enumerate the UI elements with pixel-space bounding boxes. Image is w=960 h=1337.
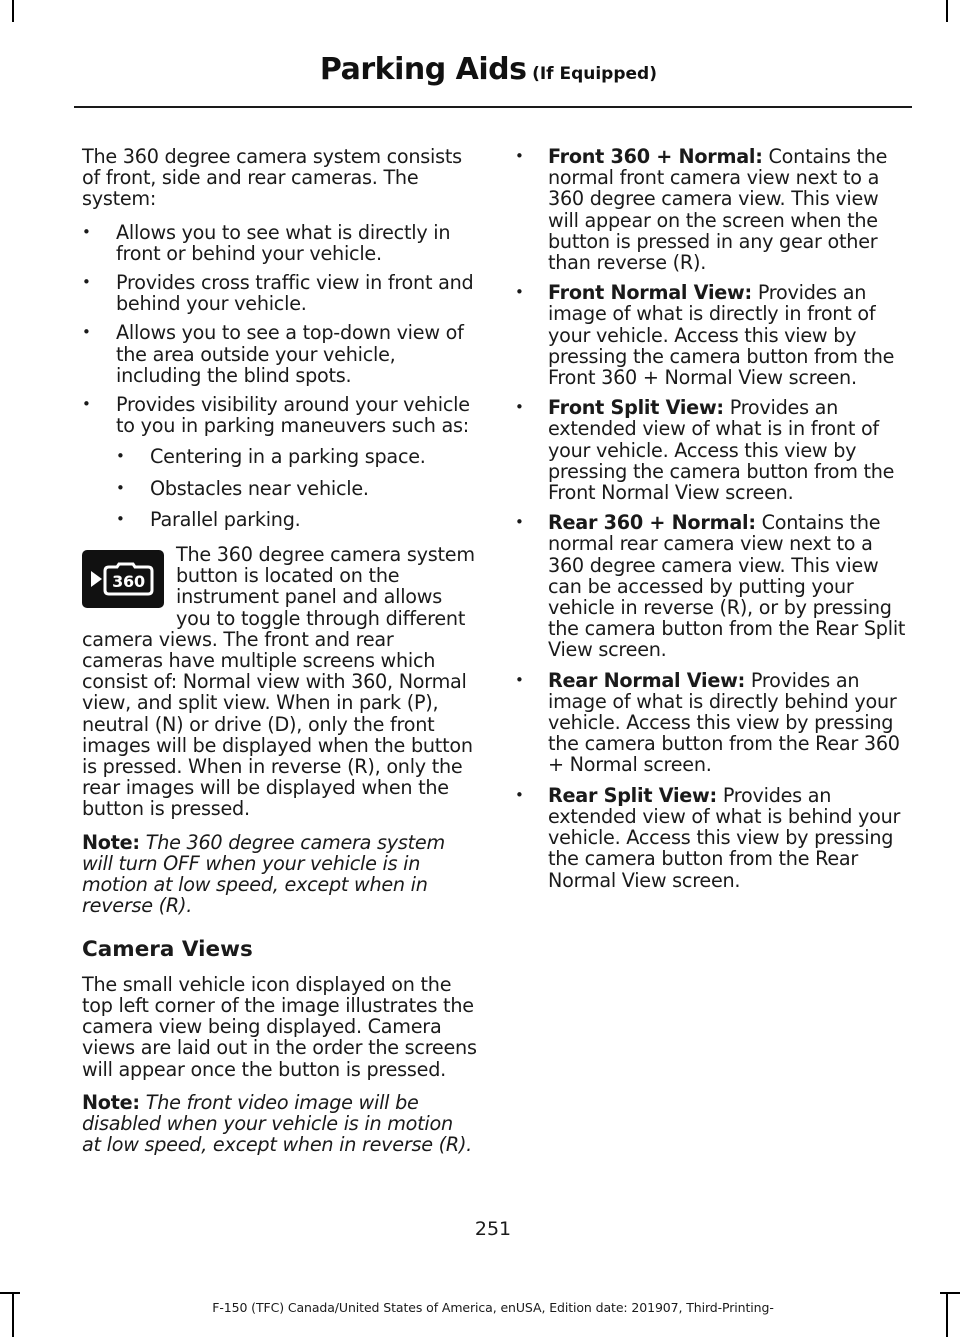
list-item: • Allows you to see what is directly in front or behind your vehicle. xyxy=(82,222,477,264)
section-heading: Camera Views xyxy=(82,936,253,962)
list-item xyxy=(515,146,908,273)
note-label: Note: xyxy=(82,830,140,854)
crop-mark xyxy=(12,0,14,22)
right-column xyxy=(515,146,908,900)
icon-paragraph-text: The 360 degree camera system button is located on the instrument panel and allows you to toggle through different camera views. The front and rear cameras have multiple screens which consist of: Normal view with 360, Normal view, and split view. When in park (P), neutral (N) or drive (D), only the front images will be displayed when the button is pressed. When in reverse (R), only the rear images will be displayed when the button is pressed. xyxy=(82,543,475,821)
sub-list-item: • Parallel parking. xyxy=(116,509,477,530)
camera-views-list xyxy=(515,146,908,891)
view-term: Rear Split View: xyxy=(548,783,717,807)
crop-mark xyxy=(946,0,948,22)
view-description: Provides an image of what is directly behind your vehicle. Access this view by pressing the camera button from the Rear 360 + Normal screen. xyxy=(548,668,900,777)
view-term: Front 360 + Normal: xyxy=(548,145,763,168)
view-term: Front Normal View: xyxy=(548,281,752,305)
page-header xyxy=(320,52,657,87)
view-term: Rear Normal View: xyxy=(548,668,746,692)
note-label: Note: xyxy=(82,1090,140,1114)
header-subtitle: (If Equipped) xyxy=(532,64,657,84)
page-footer: F-150 (TFC) Canada/United States of America, enUSA, Edition date: 201907, Third-Printing- xyxy=(212,1300,774,1315)
sub-list-item: • Centering in a parking space. xyxy=(116,446,477,467)
icon-paragraph xyxy=(82,544,477,820)
list-item: • Provides cross traffic view in front and behind your vehicle. xyxy=(82,272,477,314)
sub-list-item: • Obstacles near vehicle. xyxy=(116,478,477,499)
header-rule xyxy=(74,106,912,108)
list-item xyxy=(515,397,908,503)
system-bullet-list xyxy=(82,222,477,530)
list-item xyxy=(515,785,908,891)
camera-360-icon xyxy=(82,550,164,608)
view-description: Contains the normal rear camera view next to a 360 degree camera view. This view can be accessed by putting your vehicle in reverse (R), or by pressing the camera button from the Rear Split View screen. xyxy=(548,511,906,662)
list-item: • Allows you to see a top-down view of the area outside your vehicle, including the blind spots. xyxy=(82,322,477,386)
list-item xyxy=(515,670,908,776)
left-column xyxy=(82,146,477,1167)
maneuver-sub-list xyxy=(116,446,477,530)
note-text: The front video image will be disabled when your vehicle is in motion at low speed, except when in reverse (R). xyxy=(82,1090,473,1157)
list-item-text: Provides visibility around your vehicle to you in parking maneuvers such as: xyxy=(116,393,470,438)
list-item xyxy=(515,512,908,660)
view-term: Front Split View: xyxy=(548,396,724,420)
note-paragraph xyxy=(82,1092,477,1156)
views-paragraph: The small vehicle icon displayed on the top left corner of the image illustrates the camera view being displayed. Camera views are laid out in the order the screens will appear once the button is pressed. xyxy=(82,972,477,1081)
list-item xyxy=(515,282,908,388)
crop-mark xyxy=(940,1292,960,1294)
view-description: Provides an extended view of what is in front of your vehicle. Access this view by pressing the camera button from the Front Normal View screen. xyxy=(548,396,895,505)
page-number: 251 xyxy=(474,1218,512,1240)
crop-mark xyxy=(0,1292,20,1294)
intro-paragraph: The 360 degree camera system consists of front, side and rear cameras. The system: xyxy=(82,145,462,211)
view-description: Provides an extended view of what is behind your vehicle. Access this view by pressing the camera button from the Rear Normal View screen. xyxy=(548,783,901,892)
view-description: Contains the normal front camera view next to a 360 degree camera view. This view will appear on the screen when the button is pressed in any gear other than reverse (R). xyxy=(548,145,888,275)
header-title: Parking Aids xyxy=(319,52,527,87)
view-description: Provides an image of what is directly in front of your vehicle. Access this view by pressing the camera button from the Front 360 + Normal View screen. xyxy=(548,281,895,390)
camera-360-icon-label: 360 xyxy=(112,572,145,592)
note-text: The 360 degree camera system will turn OFF when your vehicle is in motion at low speed, except when in reverse (R). xyxy=(82,830,445,918)
view-term: Rear 360 + Normal: xyxy=(548,511,756,535)
note-paragraph xyxy=(82,832,477,917)
list-item xyxy=(82,394,477,530)
